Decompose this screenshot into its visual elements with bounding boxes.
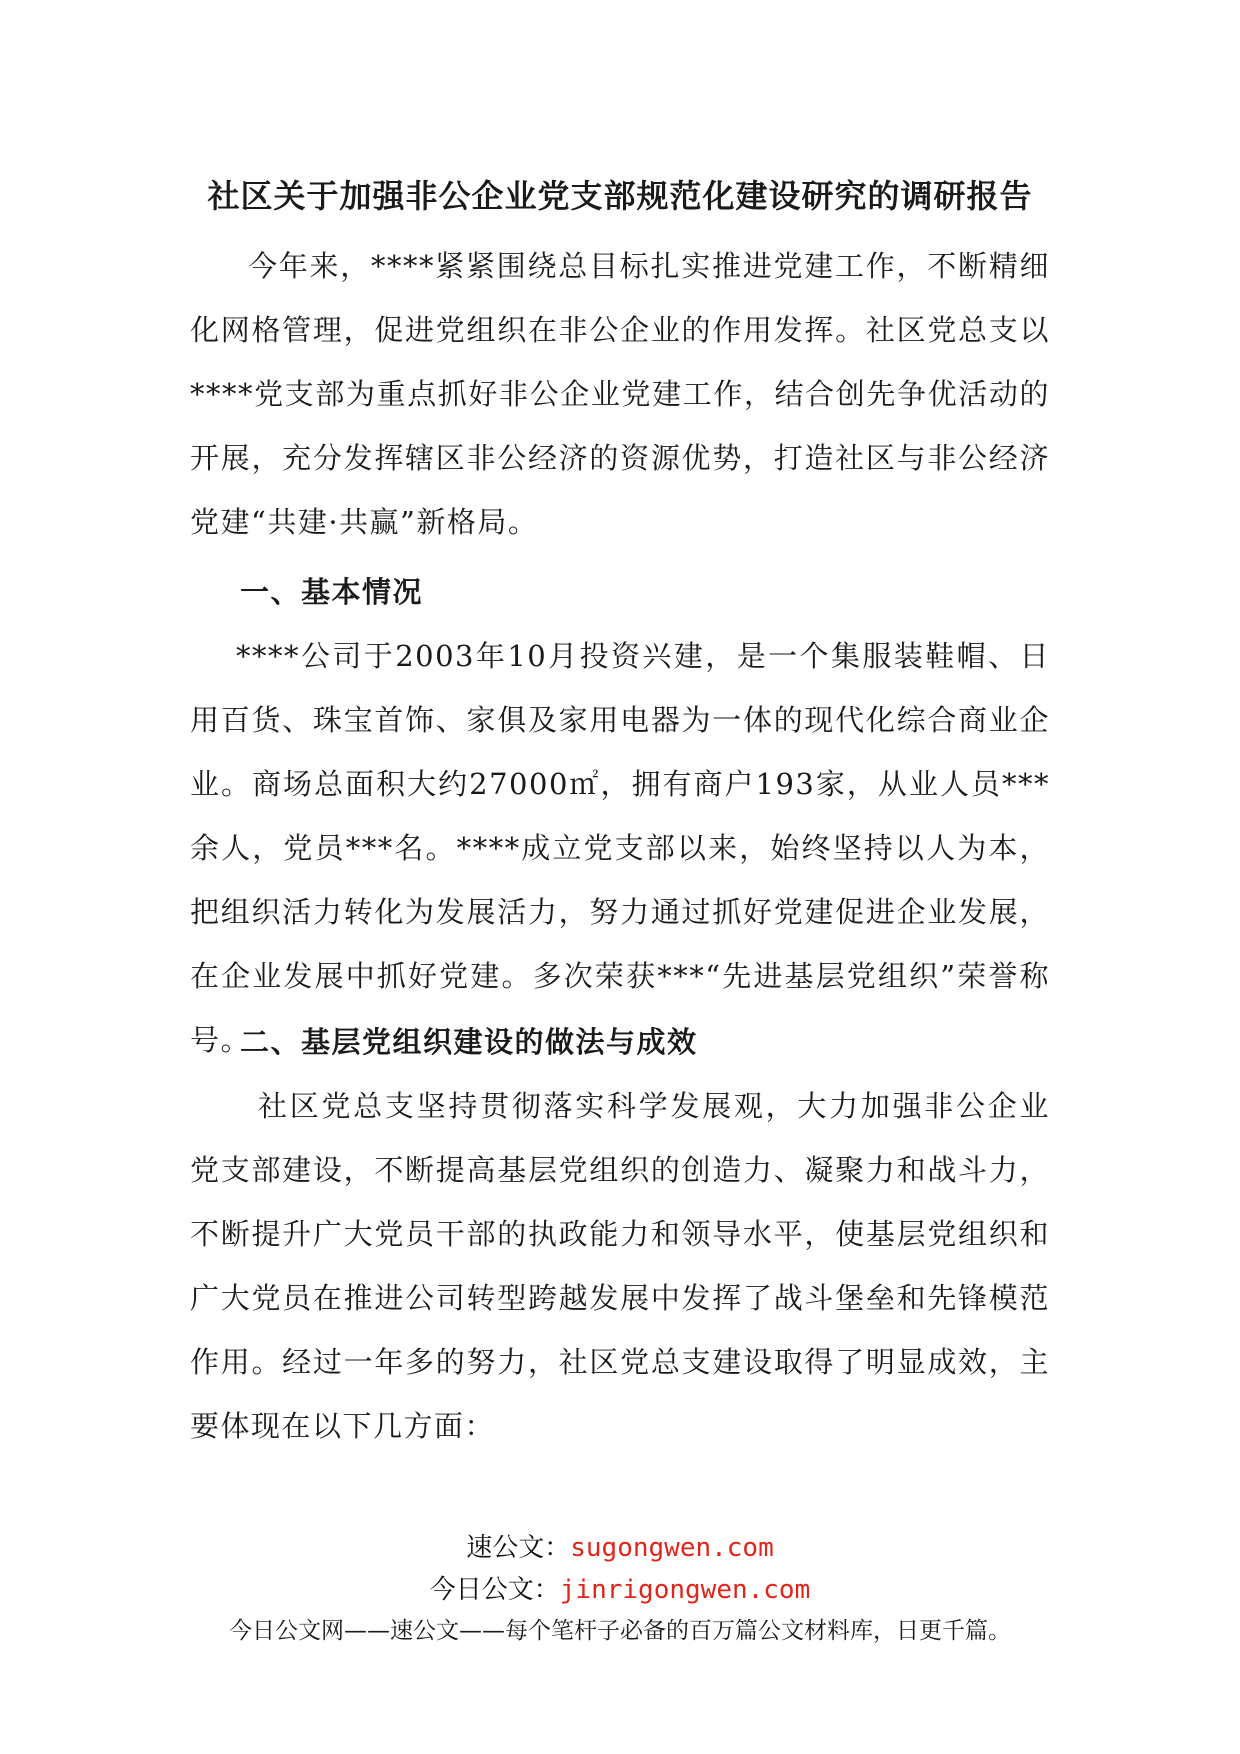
practice-paragraph: 社区党总支坚持贯彻落实科学发展观，大力加强非公企业党支部建设，不断提高基层党组织的创造力、凝聚力和战斗力，不断提升广大党员干部的执政能力和领导水平，使基层党组织和广大党员在推进公司转型跨越发展中发挥了战斗堡垒和先锋模范作用。经过一年多的努力，社区党总支建设取得了明显成效，主要体现在以下几方面：	[190, 1089, 1050, 1443]
section-heading-basic: 一、基本情况	[240, 575, 424, 609]
basic-situation-paragraph: ****公司于2003年10月投资兴建，是一个集服装鞋帽、日用百货、珠宝首饰、家俱及家用电器为一体的现代化综合商业企业。商场总面积大约27000㎡，拥有商户193家，从业人员***余人，党员***名。****成立党支部以来，始终坚持以人为本，把组织活力转化为发展活力，努力通过抓好党建促进企业发展，在企业发展中抓好党建。多次荣获***“先进基层党组织”荣誉称号。	[190, 639, 1050, 1057]
footer-link-sugongwen[interactable]: sugongwen.com	[570, 1533, 774, 1563]
footer-label-jinrigongwen: 今日公文：	[429, 1575, 560, 1605]
footer-slogan: 今日公文网——速公文——每个笔杆子必备的百万篇公文材料库，日更千篇。	[229, 1618, 1011, 1644]
footer-line-jinrigongwen	[0, 1572, 1240, 1608]
section-heading-practice: 二、基层党组织建设的做法与成效	[240, 1025, 698, 1059]
footer-link-jinrigongwen[interactable]: jinrigongwen.com	[559, 1575, 811, 1605]
footer-label-sugongwen: 速公文：	[466, 1533, 571, 1563]
footer-line-sugongwen	[0, 1530, 1240, 1566]
intro-paragraph: 今年来，****紧紧围绕总目标扎实推进党建工作，不断精细化网格管理，促进党组织在非公企业的作用发挥。社区党总支以****党支部为重点抓好非公企业党建工作，结合创先争优活动的开展，充分发挥辖区非公经济的资源优势，打造社区与非公经济党建“共建·共赢”新格局。	[190, 249, 1050, 539]
document-title: 社区关于加强非公企业党支部规范化建设研究的调研报告	[207, 177, 1033, 215]
